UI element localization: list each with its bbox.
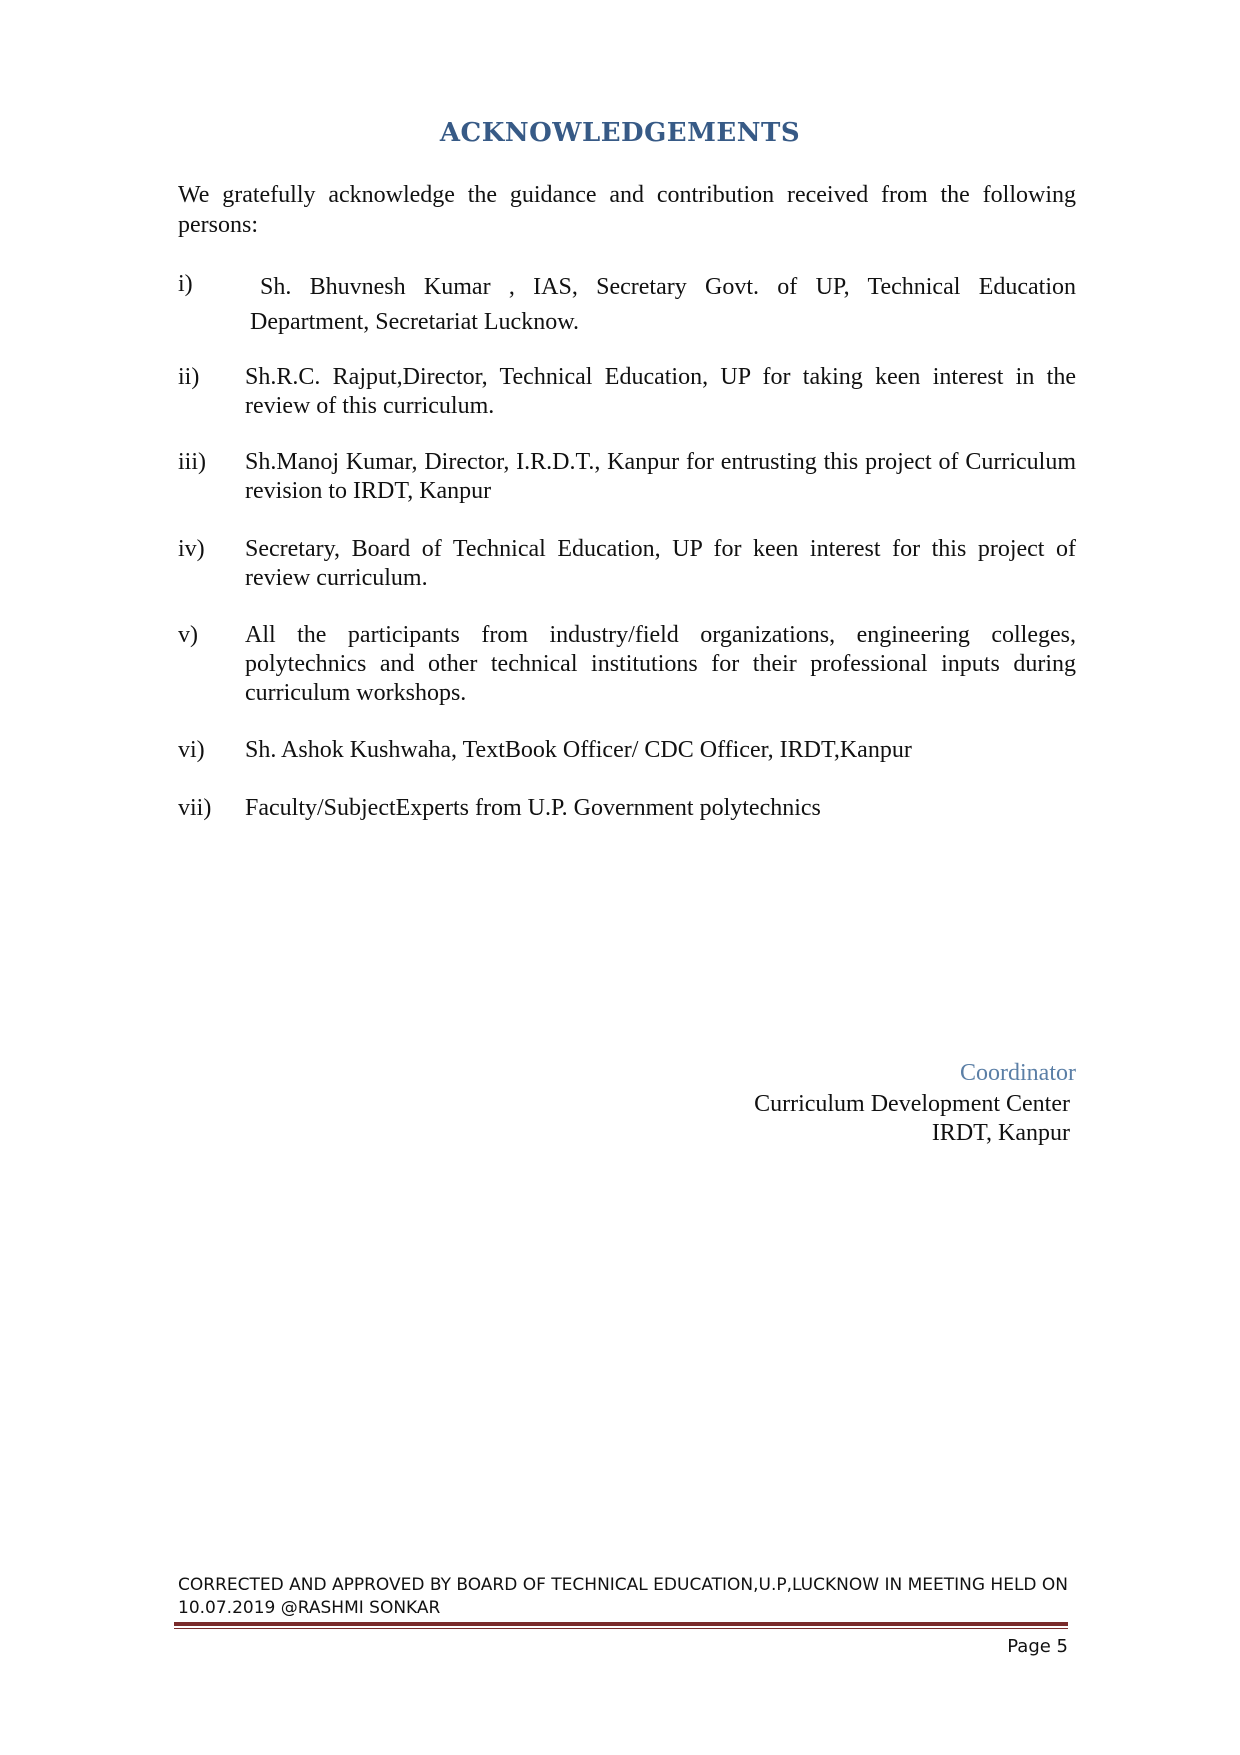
footer-divider-thin	[174, 1628, 1068, 1629]
intro-paragraph: We gratefully acknowledge the guidance and contribution received from the following persons:	[178, 182, 1076, 238]
signature-place: IRDT, Kanpur	[931, 1120, 1070, 1146]
list-item-number: ii)	[178, 364, 200, 390]
page-title: ACKNOWLEDGEMENTS	[439, 118, 801, 148]
footer-approval-note: CORRECTED AND APPROVED BY BOARD OF TECHNICAL EDUCATION,U.P,LUCKNOW IN MEETING HELD ON 10.07.2019 @RASHMI SONKAR	[178, 1575, 1069, 1618]
list-item-number: i)	[178, 271, 193, 297]
list-item-text: Sh.Manoj Kumar, Director, I.R.D.T., Kanpur for entrusting this project of Curriculum revision to IRDT, Kanpur	[245, 449, 1076, 504]
list-item-text: Sh. Ashok Kushwaha, TextBook Officer/ CDC Officer, IRDT,Kanpur	[245, 737, 912, 763]
list-item-number: vi)	[178, 737, 205, 763]
signature-organization: Curriculum Development Center	[754, 1091, 1070, 1117]
list-item-number: iv)	[178, 536, 205, 562]
list-item-number: vii)	[178, 795, 212, 821]
list-item-text: All the participants from industry/field organizations, engineering colleges, polytechnics and other technical institutions for their professional inputs during curriculum workshops.	[245, 622, 1076, 706]
list-item-number: iii)	[178, 449, 206, 475]
page-number: Page 5	[1007, 1636, 1068, 1657]
list-item-text: Secretary, Board of Technical Education, UP for keen interest for this project of review curriculum.	[245, 536, 1076, 591]
list-item-text: Faculty/SubjectExperts from U.P. Government polytechnics	[245, 795, 821, 821]
signature-role: Coordinator	[960, 1060, 1076, 1086]
list-item-text: Sh. Bhuvnesh Kumar , IAS, Secretary Govt. of UP, Technical Education Department, Secretariat Lucknow.	[250, 274, 1076, 335]
footer-divider	[174, 1622, 1068, 1626]
list-item-number: v)	[178, 622, 198, 648]
list-item-text: Sh.R.C. Rajput,Director, Technical Education, UP for taking keen interest in the review of this curriculum.	[245, 364, 1076, 419]
